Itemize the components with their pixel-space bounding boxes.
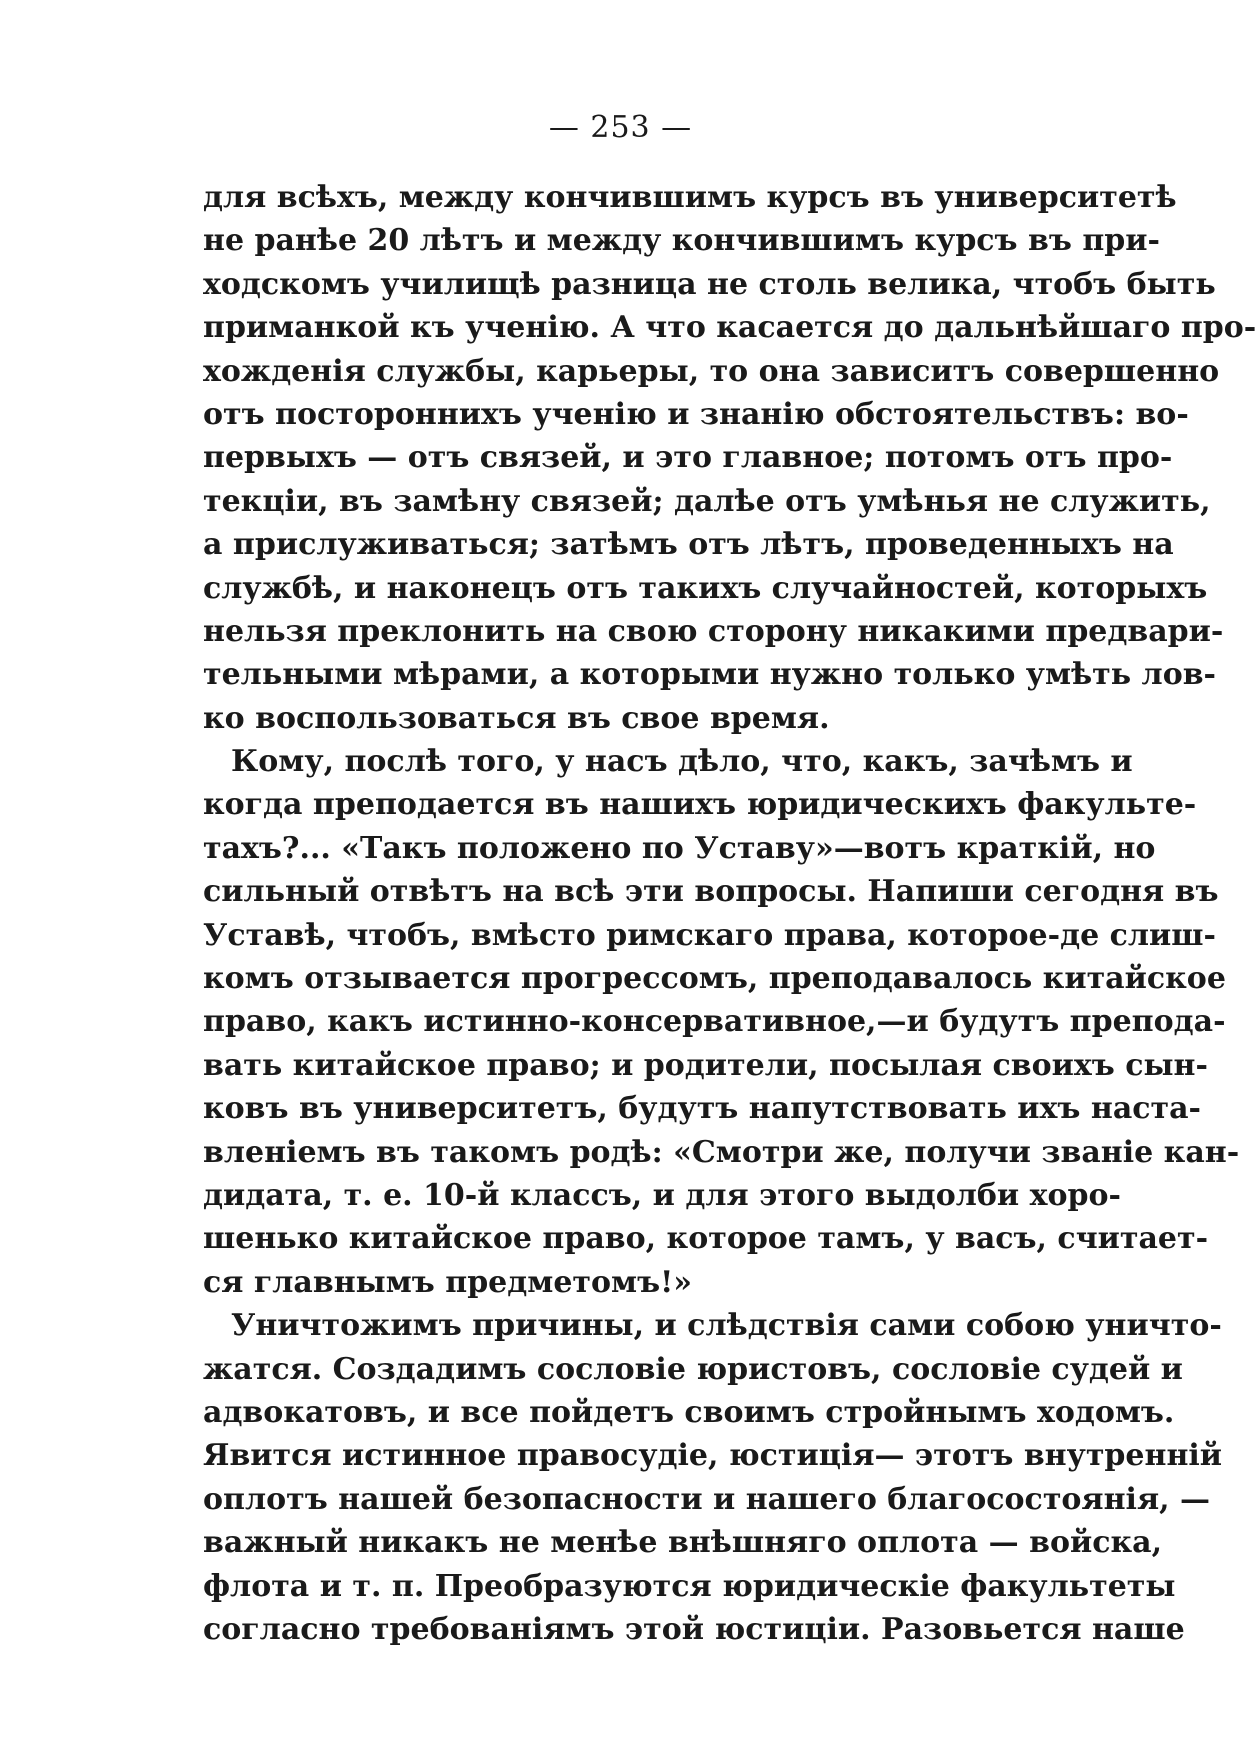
text-line: ковъ въ университетъ, будутъ напутствовать ихъ наста- bbox=[203, 1091, 1202, 1127]
text-line: Кому, послѣ того, у насъ дѣло, что, какъ, зачѣмъ и bbox=[231, 744, 1133, 780]
text-line: вленіемъ въ такомъ родѣ: «Смотри же, получи званіе кан- bbox=[203, 1134, 1240, 1170]
text-line: Явится истинное правосудіе, юстиція— этотъ внутренній bbox=[203, 1438, 1223, 1474]
text-line: приманкой къ ученію. А что касается до дальнѣйшаго про- bbox=[203, 310, 1256, 346]
text-line: дидата, т. е. 10-й классъ, и для этого выдолби хоро- bbox=[203, 1177, 1121, 1213]
text-line: ко воспользоваться въ свое время. bbox=[203, 700, 830, 736]
text-line: оплотъ нашей безопасности и нашего благосостоянія, — bbox=[203, 1481, 1210, 1517]
text-line: вать китайское право; и родители, посылая своихъ сын- bbox=[203, 1047, 1208, 1083]
body-text bbox=[203, 176, 1256, 1651]
text-line: Уничтожимъ причины, и слѣдствія сами собою уничто- bbox=[231, 1308, 1222, 1344]
text-line: тахъ?... «Такъ положено по Уставу»—вотъ краткій, но bbox=[203, 830, 1156, 866]
text-line: Уставѣ, чтобъ, вмѣсто римскаго права, которое-де слиш- bbox=[203, 917, 1216, 953]
text-line: не ранѣе 20 лѣтъ и между кончившимъ курсъ въ при- bbox=[203, 223, 1160, 259]
text-line: а прислуживаться; затѣмъ отъ лѣтъ, проведенныхъ на bbox=[203, 527, 1174, 563]
text-line: когда преподается въ нашихъ юридическихъ факульте- bbox=[203, 787, 1197, 823]
text-line: адвокатовъ, и все пойдетъ своимъ стройнымъ ходомъ. bbox=[203, 1394, 1175, 1430]
text-line: отъ постороннихъ ученію и знанію обстоятельствъ: во- bbox=[203, 396, 1189, 432]
text-line: шенько китайское право, которое тамъ, у васъ, считает- bbox=[203, 1221, 1209, 1257]
page-number: — 253 — bbox=[548, 110, 693, 145]
text-line: согласно требованіямъ этой юстиціи. Разовьется наше bbox=[203, 1611, 1185, 1647]
text-line: тельными мѣрами, а которыми нужно только умѣть лов- bbox=[203, 657, 1217, 693]
text-line: первыхъ — отъ связей, и это главное; потомъ отъ про- bbox=[203, 440, 1173, 476]
text-line: жатся. Создадимъ сословіе юристовъ, сословіе судей и bbox=[203, 1351, 1183, 1387]
text-line: сильный отвѣтъ на всѣ эти вопросы. Напиши сегодня въ bbox=[203, 874, 1219, 910]
text-line: комъ отзывается прогрессомъ, преподавалось китайское bbox=[203, 961, 1226, 997]
text-line: службѣ, и наконецъ отъ такихъ случайностей, которыхъ bbox=[203, 570, 1208, 606]
text-line: важный никакъ не менѣе внѣшняго оплота — войска, bbox=[203, 1525, 1163, 1561]
text-line: нельзя преклонить на свою сторону никакими предвари- bbox=[203, 613, 1224, 649]
text-line: ся главнымъ предметомъ!» bbox=[203, 1264, 692, 1300]
text-line: право, какъ истинно-консервативное,—и будутъ препода- bbox=[203, 1004, 1226, 1040]
text-line: текціи, въ замѣну связей; далѣе отъ умѣнья не служить, bbox=[203, 483, 1211, 519]
text-line: хожденія службы, карьеры, то она зависитъ совершенно bbox=[203, 353, 1220, 389]
text-line: ходскомъ училищѣ разница не столь велика, чтобъ быть bbox=[203, 266, 1216, 302]
text-line: для всѣхъ, между кончившимъ курсъ въ университетѣ bbox=[203, 180, 1177, 215]
text-line: флота и т. п. Преобразуются юридическіе факультеты bbox=[203, 1568, 1176, 1604]
